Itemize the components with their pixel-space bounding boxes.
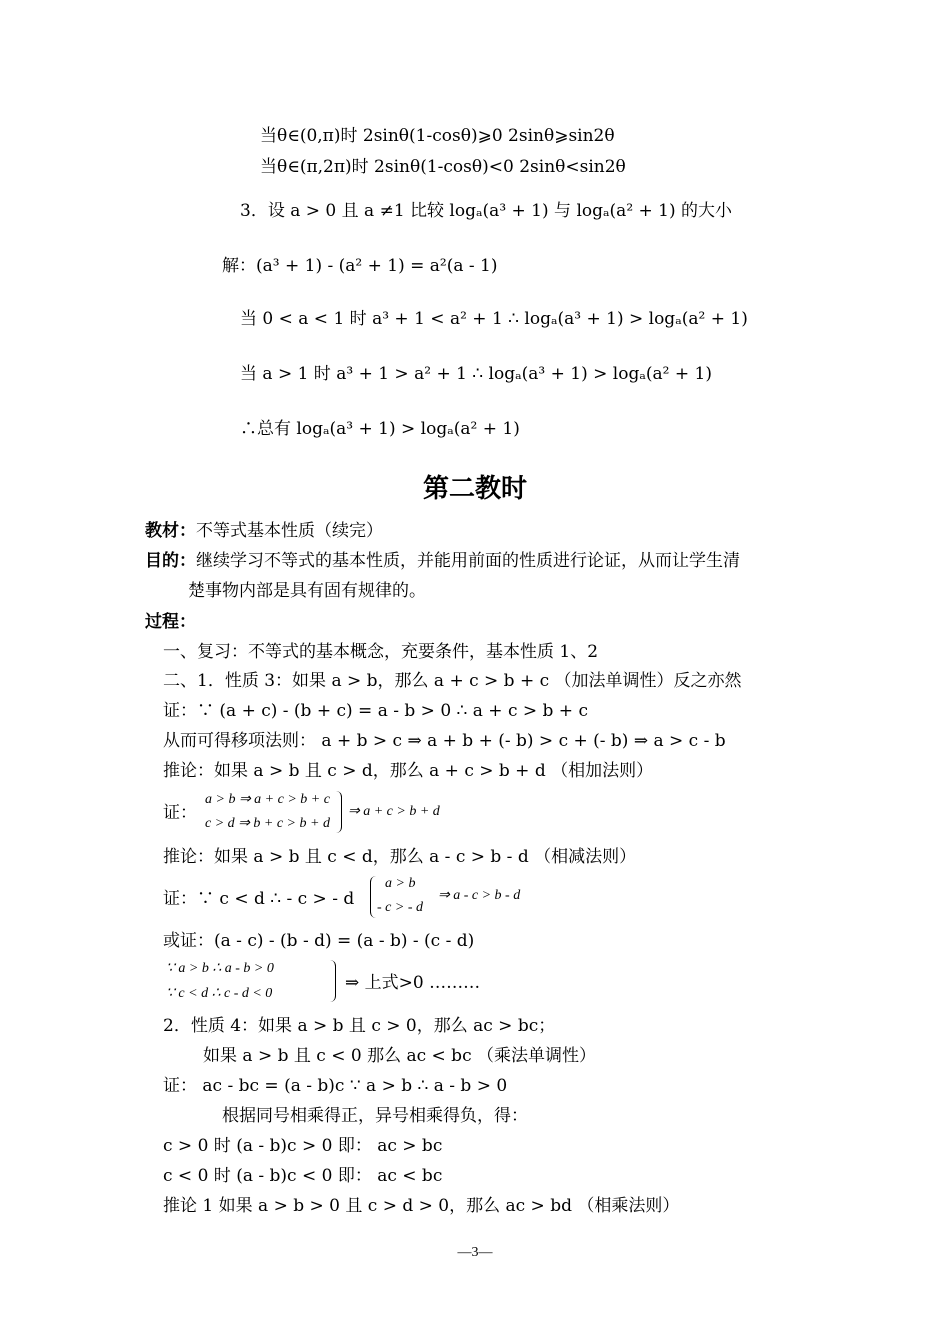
goal-line	[145, 550, 740, 572]
corollary-add-system-2: c > d ⇒ b + c > b + d	[205, 816, 330, 831]
process-label: 过程：	[145, 612, 196, 632]
case-positive: c > 0 时 (a - b)c > 0 即： ac > bc	[163, 1136, 443, 1156]
transpose-rule: 从而可得移项法则： a + b > c ⇒ a + b + (- b) > c + (- b) ⇒ a > c - b	[163, 731, 726, 751]
page-number: —3—	[457, 1245, 493, 1260]
property-4-negative: 如果 a > b 且 c < 0 那么 ac < bc （乘法单调性）	[203, 1046, 596, 1066]
case-negative: c < 0 时 (a - b)c < 0 即： ac < bc	[163, 1166, 443, 1186]
corollary-add-result: ⇒ a + c > b + d	[348, 804, 440, 819]
goal-text-2: 楚事物内部是具有固有规律的。	[188, 581, 426, 601]
solution-conclusion: ∴总有 logₐ(a³ + 1) > logₐ(a² + 1)	[240, 419, 520, 439]
corollary-subtract-proof: 证：∵ c < d ∴ - c > - d	[163, 889, 355, 909]
material-text: 不等式基本性质（续完）	[196, 521, 383, 541]
solution-case-2: 当 a > 1 时 a³ + 1 > a² + 1 ∴ logₐ(a³ + 1) > logₐ(a² + 1)	[240, 364, 712, 384]
property-3-proof: 证：∵ (a + c) - (b + c) = a - b > 0 ∴ a + c > b + c	[163, 701, 588, 721]
corollary-subtract-system-2: - c > - d	[377, 900, 423, 915]
case-line-1: 当θ∈(0,π)时 2sinθ(1-cosθ)⩾0 2sinθ⩾sin2θ	[260, 126, 615, 146]
alternative-result: ⇒ 上式>0 ………	[345, 973, 481, 993]
goal-text-1: 继续学习不等式的基本性质，并能用前面的性质进行论证，从而让学生清	[196, 551, 740, 571]
solution-line: 解：(a³ + 1) - (a² + 1) = a²(a - 1)	[222, 256, 498, 276]
left-brace	[370, 876, 376, 918]
review-line: 一、复习：不等式的基本概念，充要条件，基本性质 1、2	[163, 642, 599, 662]
corollary-subtract-system-1: a > b	[385, 876, 416, 891]
corollary-subtract: 推论：如果 a > b 且 c < d，那么 a - c > b - d （相减法则）	[163, 847, 637, 867]
question-3: 3．设 a > 0 且 a ≠1 比较 logₐ(a³ + 1) 与 logₐ(a² + 1) 的大小	[240, 201, 733, 221]
case-line-2: 当θ∈(π,2π)时 2sinθ(1-cosθ)<0 2sinθ<sin2θ	[260, 157, 626, 177]
alternative-system-1: ∵ a > b ∴ a - b > 0	[166, 961, 274, 976]
property-3: 二、1．性质 3：如果 a > b，那么 a + c > b + c （加法单调性）反之亦然	[163, 671, 742, 691]
solution-case-1: 当 0 < a < 1 时 a³ + 1 < a² + 1 ∴ logₐ(a³ + 1) > logₐ(a² + 1)	[240, 309, 748, 329]
property-4: 2．性质 4：如果 a > b 且 c > 0，那么 ac > bc；	[163, 1016, 556, 1036]
corollary-add-system-1: a > b ⇒ a + c > b + c	[205, 792, 330, 807]
sign-rule: 根据同号相乘得正，异号相乘得负，得：	[222, 1106, 528, 1126]
goal-label: 目的：	[145, 551, 196, 571]
corollary-multiply: 推论 1 如果 a > b > 0 且 c > d > 0，那么 ac > bd （相乘法则）	[163, 1196, 680, 1216]
material-label: 教材：	[145, 521, 196, 541]
corollary-add-proof-label: 证：	[163, 803, 197, 823]
corollary-add: 推论：如果 a > b 且 c > d，那么 a + c > b + d （相加法则）	[163, 761, 654, 781]
property-4-proof: 证： ac - bc = (a - b)c ∵ a > b ∴ a - b > 0	[163, 1076, 508, 1096]
lesson-title: 第二教时	[422, 474, 527, 504]
corollary-subtract-result: ⇒ a - c > b - d	[438, 888, 521, 903]
right-brace	[330, 960, 336, 1002]
right-brace	[336, 791, 342, 833]
material-line	[145, 520, 383, 542]
alternative-proof: 或证：(a - c) - (b - d) = (a - b) - (c - d)	[163, 931, 475, 951]
alternative-system-2: ∵ c < d ∴ c - d < 0	[166, 986, 273, 1001]
